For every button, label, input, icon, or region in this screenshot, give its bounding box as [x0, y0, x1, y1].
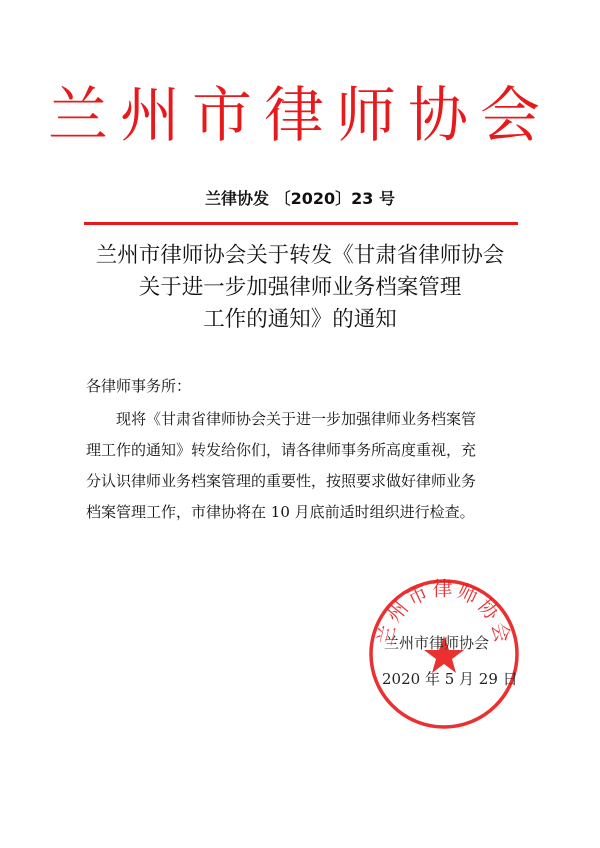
- document-title-line: 关于进一步加强律师业务档案管理: [138, 275, 462, 300]
- body-line: 理工作的通知》转发给你们，请各律师事务所高度重视，充: [86, 441, 477, 459]
- seal-text: 兰州市律师协会: [372, 576, 516, 648]
- salutation: 各律师事务所：: [86, 377, 192, 395]
- body-line: 现将《甘肃省律师协会关于进一步加强律师业务档案管: [116, 410, 477, 428]
- red-divider: [84, 222, 518, 225]
- body-line: 分认识律师业务档案管理的重要性，按照要求做好律师业务: [86, 472, 477, 490]
- org-title: 兰州市律师协会: [48, 81, 552, 151]
- document-number: 兰律协发 〔2020〕23 号: [205, 189, 395, 208]
- signature-date: 2020 年 5 月 29 日: [382, 670, 518, 688]
- body-line: 档案管理工作，市律协将在 10 月底前适时组织进行检查。: [86, 503, 475, 521]
- document-title-line: 兰州市律师协会关于转发《甘肃省律师协会: [95, 243, 505, 268]
- official-seal: [366, 576, 522, 732]
- signature-org: 兰州市律师协会: [384, 634, 490, 652]
- document-title-line: 工作的通知》的通知: [203, 307, 397, 332]
- document-title: [0, 240, 600, 336]
- body-paragraph: [86, 404, 516, 528]
